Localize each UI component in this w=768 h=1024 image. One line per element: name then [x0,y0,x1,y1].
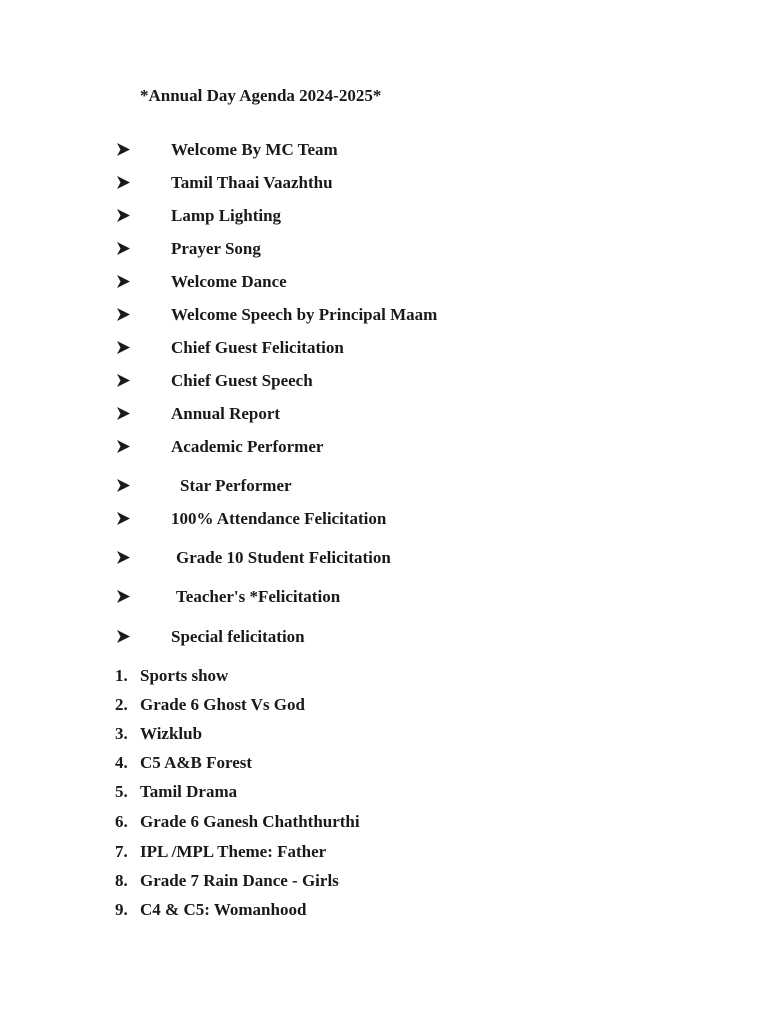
numbered-item-label: Wizklub [140,724,203,743]
bullet-item-label: Star Performer [180,476,292,495]
bullet-item-label: 100% Attendance Felicitation [171,509,387,528]
list-number: 9. [115,900,128,919]
arrowhead-bullet-icon [116,175,131,190]
bullet-item-label: Annual Report [171,404,281,423]
bullet-item-label: Welcome Speech by Principal Maam [171,305,438,324]
arrowhead-bullet-icon [116,478,131,493]
arrowhead-bullet-icon [116,142,131,157]
arrowhead-bullet-icon [116,629,131,644]
list-number: 2. [115,695,128,714]
bullet-item-label: Academic Performer [171,437,324,456]
numbered-list-item [0,898,700,922]
bullet-list-item [0,138,700,162]
bullet-list-item [0,625,700,649]
numbered-list-item [0,810,700,834]
numbered-item-label: C5 A&B Forest [140,753,253,772]
bullet-item-label: Chief Guest Felicitation [171,338,344,357]
list-number: 5. [115,782,128,801]
arrowhead-bullet-icon [116,373,131,388]
list-number: 8. [115,871,128,890]
list-number: 7. [115,842,128,861]
numbered-list-item [0,751,700,775]
arrowhead-bullet-icon [116,511,131,526]
bullet-list-item [0,435,700,459]
arrowhead-bullet-icon [116,307,131,322]
list-number: 4. [115,753,128,772]
list-number: 3. [115,724,128,743]
bullet-list-item [0,303,700,327]
numbered-list-item [0,780,700,804]
bullet-list-item [0,507,700,531]
bullet-list-item [0,546,700,570]
bullet-item-label: Special felicitation [171,627,305,646]
bullet-list-item [0,585,700,609]
arrowhead-bullet-icon [116,589,131,604]
bullet-item-label: Grade 10 Student Felicitation [176,548,391,567]
bullet-list-item [0,204,700,228]
bullet-list-item [0,474,700,498]
numbered-item-label: IPL /MPL Theme: Father [140,842,327,861]
arrowhead-bullet-icon [116,550,131,565]
numbered-item-label: Grade 7 Rain Dance - Girls [140,871,339,890]
list-number: 6. [115,812,128,831]
numbered-list-item [0,664,700,688]
arrowhead-bullet-icon [116,208,131,223]
agenda-title: *Annual Day Agenda 2024-2025* [140,86,382,105]
arrowhead-bullet-icon [116,340,131,355]
numbered-item-label: Sports show [140,666,229,685]
arrowhead-bullet-icon [116,241,131,256]
numbered-item-label: Grade 6 Ghost Vs God [140,695,305,714]
bullet-list-item [0,171,700,195]
bullet-item-label: Welcome Dance [171,272,287,291]
numbered-list-item [0,722,700,746]
bullet-list-item [0,237,700,261]
numbered-list-item [0,869,700,893]
bullet-item-label: Prayer Song [171,239,261,258]
bullet-list-item [0,369,700,393]
arrowhead-bullet-icon [116,406,131,421]
arrowhead-bullet-icon [116,439,131,454]
numbered-item-label: C4 & C5: Womanhood [140,900,307,919]
bullet-item-label: Tamil Thaai Vaazhthu [171,173,333,192]
bullet-item-label: Teacher's *Felicitation [176,587,341,606]
bullet-list-item [0,270,700,294]
bullet-item-label: Lamp Lighting [171,206,282,225]
numbered-item-label: Grade 6 Ganesh Chaththurthi [140,812,360,831]
list-number: 1. [115,666,128,685]
bullet-list-item [0,336,700,360]
bullet-list-item [0,402,700,426]
bullet-item-label: Welcome By MC Team [171,140,338,159]
numbered-item-label: Tamil Drama [140,782,238,801]
numbered-list-item [0,840,700,864]
arrowhead-bullet-icon [116,274,131,289]
numbered-list-item [0,693,700,717]
bullet-item-label: Chief Guest Speech [171,371,313,390]
